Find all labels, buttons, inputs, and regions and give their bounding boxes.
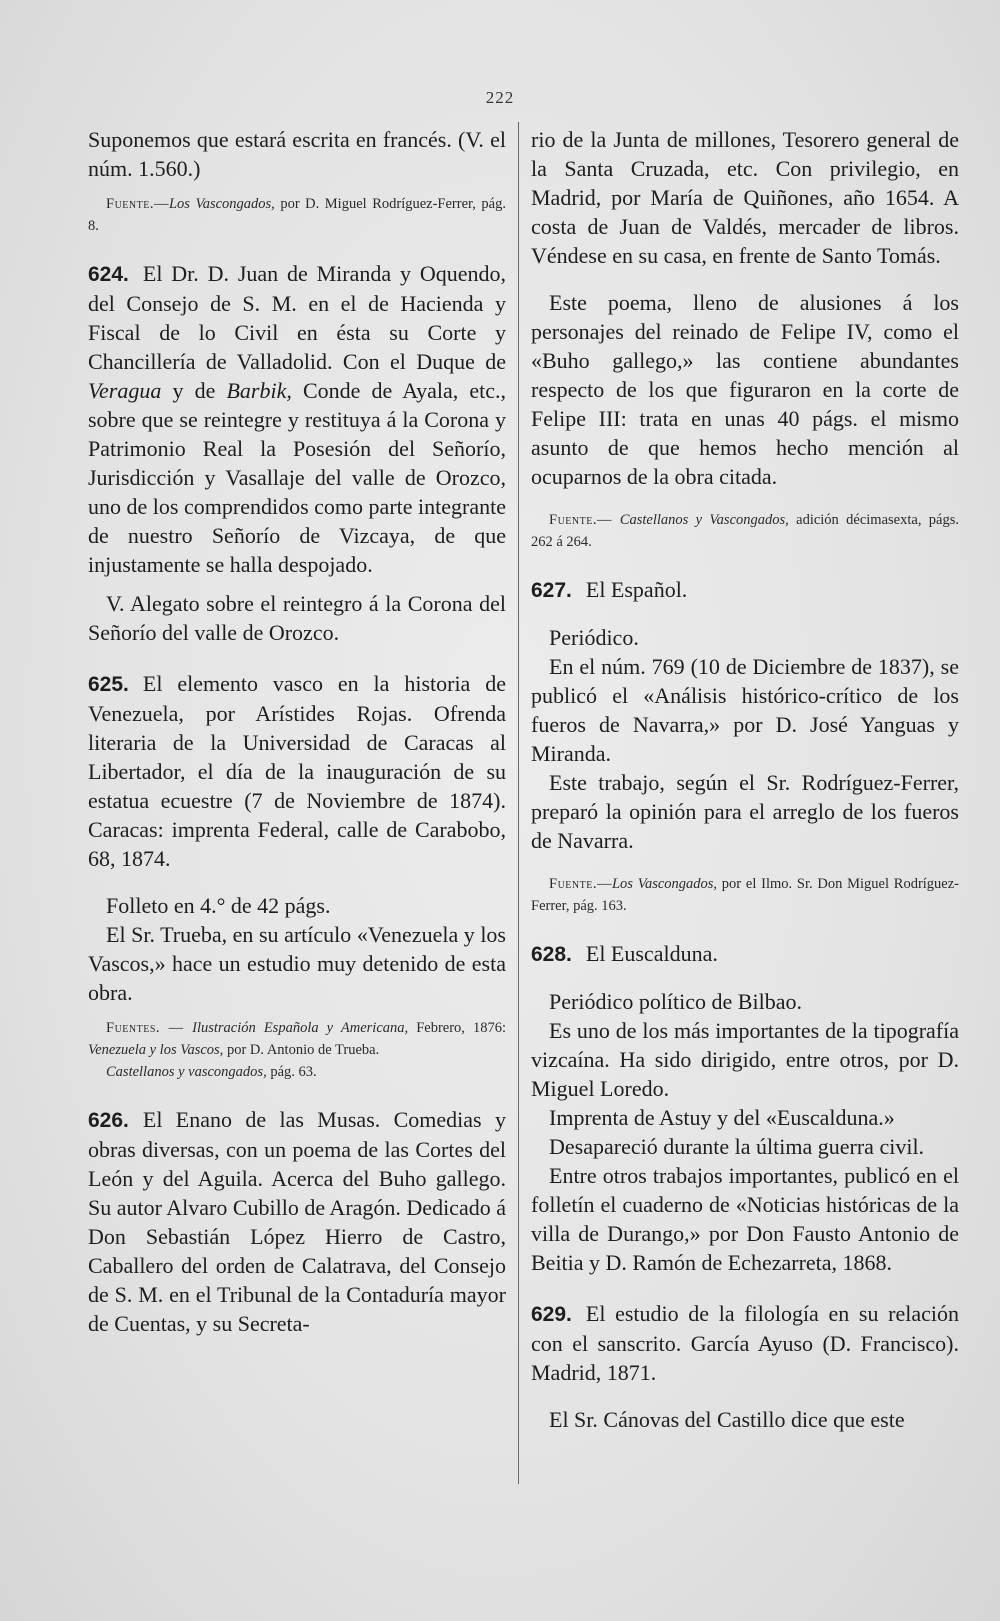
paragraph: En el núm. 769 (10 de Diciembre de 1837), se publicó el «Análisis histórico-crítico de los fueros de Navarra,» por D. José Yanguas y Miranda. <box>531 654 959 766</box>
entry-number: 625. <box>88 673 129 696</box>
entry-626: 626. El Enano de las Musas. Comedias y obras diversas, con un poema de las Cortes del León y del Aguila. Acerca del Buho gallego. Su autor Alvaro Cubillo de Aragón. Dedicado á Don Sebastián López Hierro de Castro, Caballero del orden de Calatrava, del Consejo de S. M. en el Tribunal de la Contaduría mayor de Cuentas, y su Secreta- <box>88 1107 506 1336</box>
entry-624: 624. El Dr. D. Juan de Miranda y Oquendo, del Consejo de S. M. en el de Hacienda y Fiscal de lo Civil en ésta su Corte y Chancillería de Valladolid. Con el Duque de Veragua y de Barbik, Conde de Ayala, etc., sobre que se reintegre y restituya á la Corona y Patrimonio Real la Posesión del Señorío, Jurisdicción y Vasallaje del valle de Orozco, uno de los comprendidos como parte integrante de nuestro Señorío de Vizcaya, de que injustamente se halla despojado. <box>88 261 506 577</box>
paragraph: Es uno de los más importantes de la tipografía vizcaína. Ha sido dirigido, entre otros, por D. Miguel Loredo. <box>531 1018 959 1101</box>
paragraph: Periódico político de Bilbao. <box>549 989 802 1014</box>
right-column <box>531 125 959 1434</box>
paragraph: V. Alegato sobre el reintegro á la Corona del Señorío del valle de Orozco. <box>88 591 506 645</box>
entry-627: 627. El Español. <box>531 577 688 602</box>
paragraph: Entre otros trabajos importantes, publicó en el folletín el cuaderno de «Noticias históricas de la villa de Durango,» por Don Fausto Antonio de Beitia y D. Ramón de Echezarreta, 1868. <box>531 1163 959 1275</box>
entry-625: 625. El elemento vasco en la historia de Venezuela, por Arístides Rojas. Ofrenda literaria de la Universidad de Caracas al Libertador, el día de la inauguración de su estatua ecuestre (7 de Noviembre de 1874). Caracas: imprenta Federal, calle de Carabobo, 68, 1874. <box>88 671 506 871</box>
source-note: Fuentes. — Ilustración Española y Americana, Febrero, 1876: Venezuela y los Vascos, por D. Antonio de Trueba. <box>88 1020 506 1058</box>
left-column <box>88 125 506 1338</box>
paragraph: Folleto en 4.° de 42 págs. <box>106 893 331 918</box>
entry-number: 626. <box>88 1109 129 1132</box>
page-number: 222 <box>485 88 515 107</box>
source-note <box>88 193 506 237</box>
paragraph: Este trabajo, según el Sr. Rodríguez-Ferrer, preparó la opinión para el arreglo de los fueros de Navarra. <box>531 770 959 853</box>
column-divider <box>518 122 519 1484</box>
paragraph: El Sr. Trueba, en su artículo «Venezuela y los Vascos,» hace un estudio muy detenido de esta obra. <box>88 922 506 1005</box>
paragraph-continuation: rio de la Junta de millones, Tesorero general de la Santa Cruzada, etc. Con privilegio, en Madrid, por María de Quiñones, año 1654. A costa de Juan de Valdés, mercader de libros. Véndese en su casa, en frente de Santo Tomás. <box>531 127 959 268</box>
entry-number: 629. <box>531 1303 572 1326</box>
source-note: Fuente.— Castellanos y Vascongados, adición décimasexta, págs. 262 á 264. <box>531 512 959 550</box>
source-note: Castellanos y vascongados, pág. 63. <box>106 1064 317 1080</box>
source-title: Los Vascongados, <box>168 196 275 212</box>
paragraph-continuation: Suponemos que estará escrita en francés. (V. el núm. 1.560.) <box>88 127 506 181</box>
entry-629: 629. El estudio de la filología en su relación con el sanscrito. García Ayuso (D. Francisco). Madrid, 1871. <box>531 1301 959 1385</box>
paragraph: Este poema, lleno de alusiones á los personajes del reinado de Felipe IV, como el «Buho gallego,» las contiene abundantes respecto de los que figuraron en la corte de Felipe III: trata en unas 40 págs. el mismo asunto de que hemos hecho mención al ocuparnos de la obra citada. <box>531 290 959 489</box>
source-detail: por D. Miguel Rodríguez-Ferrer, pág. 8. <box>88 196 506 234</box>
entry-number: 628. <box>531 943 572 966</box>
paragraph: Desapareció durante la última guerra civil. <box>549 1134 925 1159</box>
entry-628: 628. El Euscalduna. <box>531 941 718 966</box>
entry-number: 627. <box>531 579 572 602</box>
paragraph: Periódico. <box>549 625 639 650</box>
entry-number: 624. <box>88 263 129 286</box>
paragraph: Imprenta de Astuy y del «Euscalduna.» <box>549 1105 895 1130</box>
source-note: Fuente.—Los Vascongados, por el Ilmo. Sr. Don Miguel Rodríguez-Ferrer, pág. 163. <box>531 876 959 914</box>
source-label: Fuente.— <box>106 196 169 212</box>
paragraph: El Sr. Cánovas del Castillo dice que este <box>549 1407 905 1432</box>
